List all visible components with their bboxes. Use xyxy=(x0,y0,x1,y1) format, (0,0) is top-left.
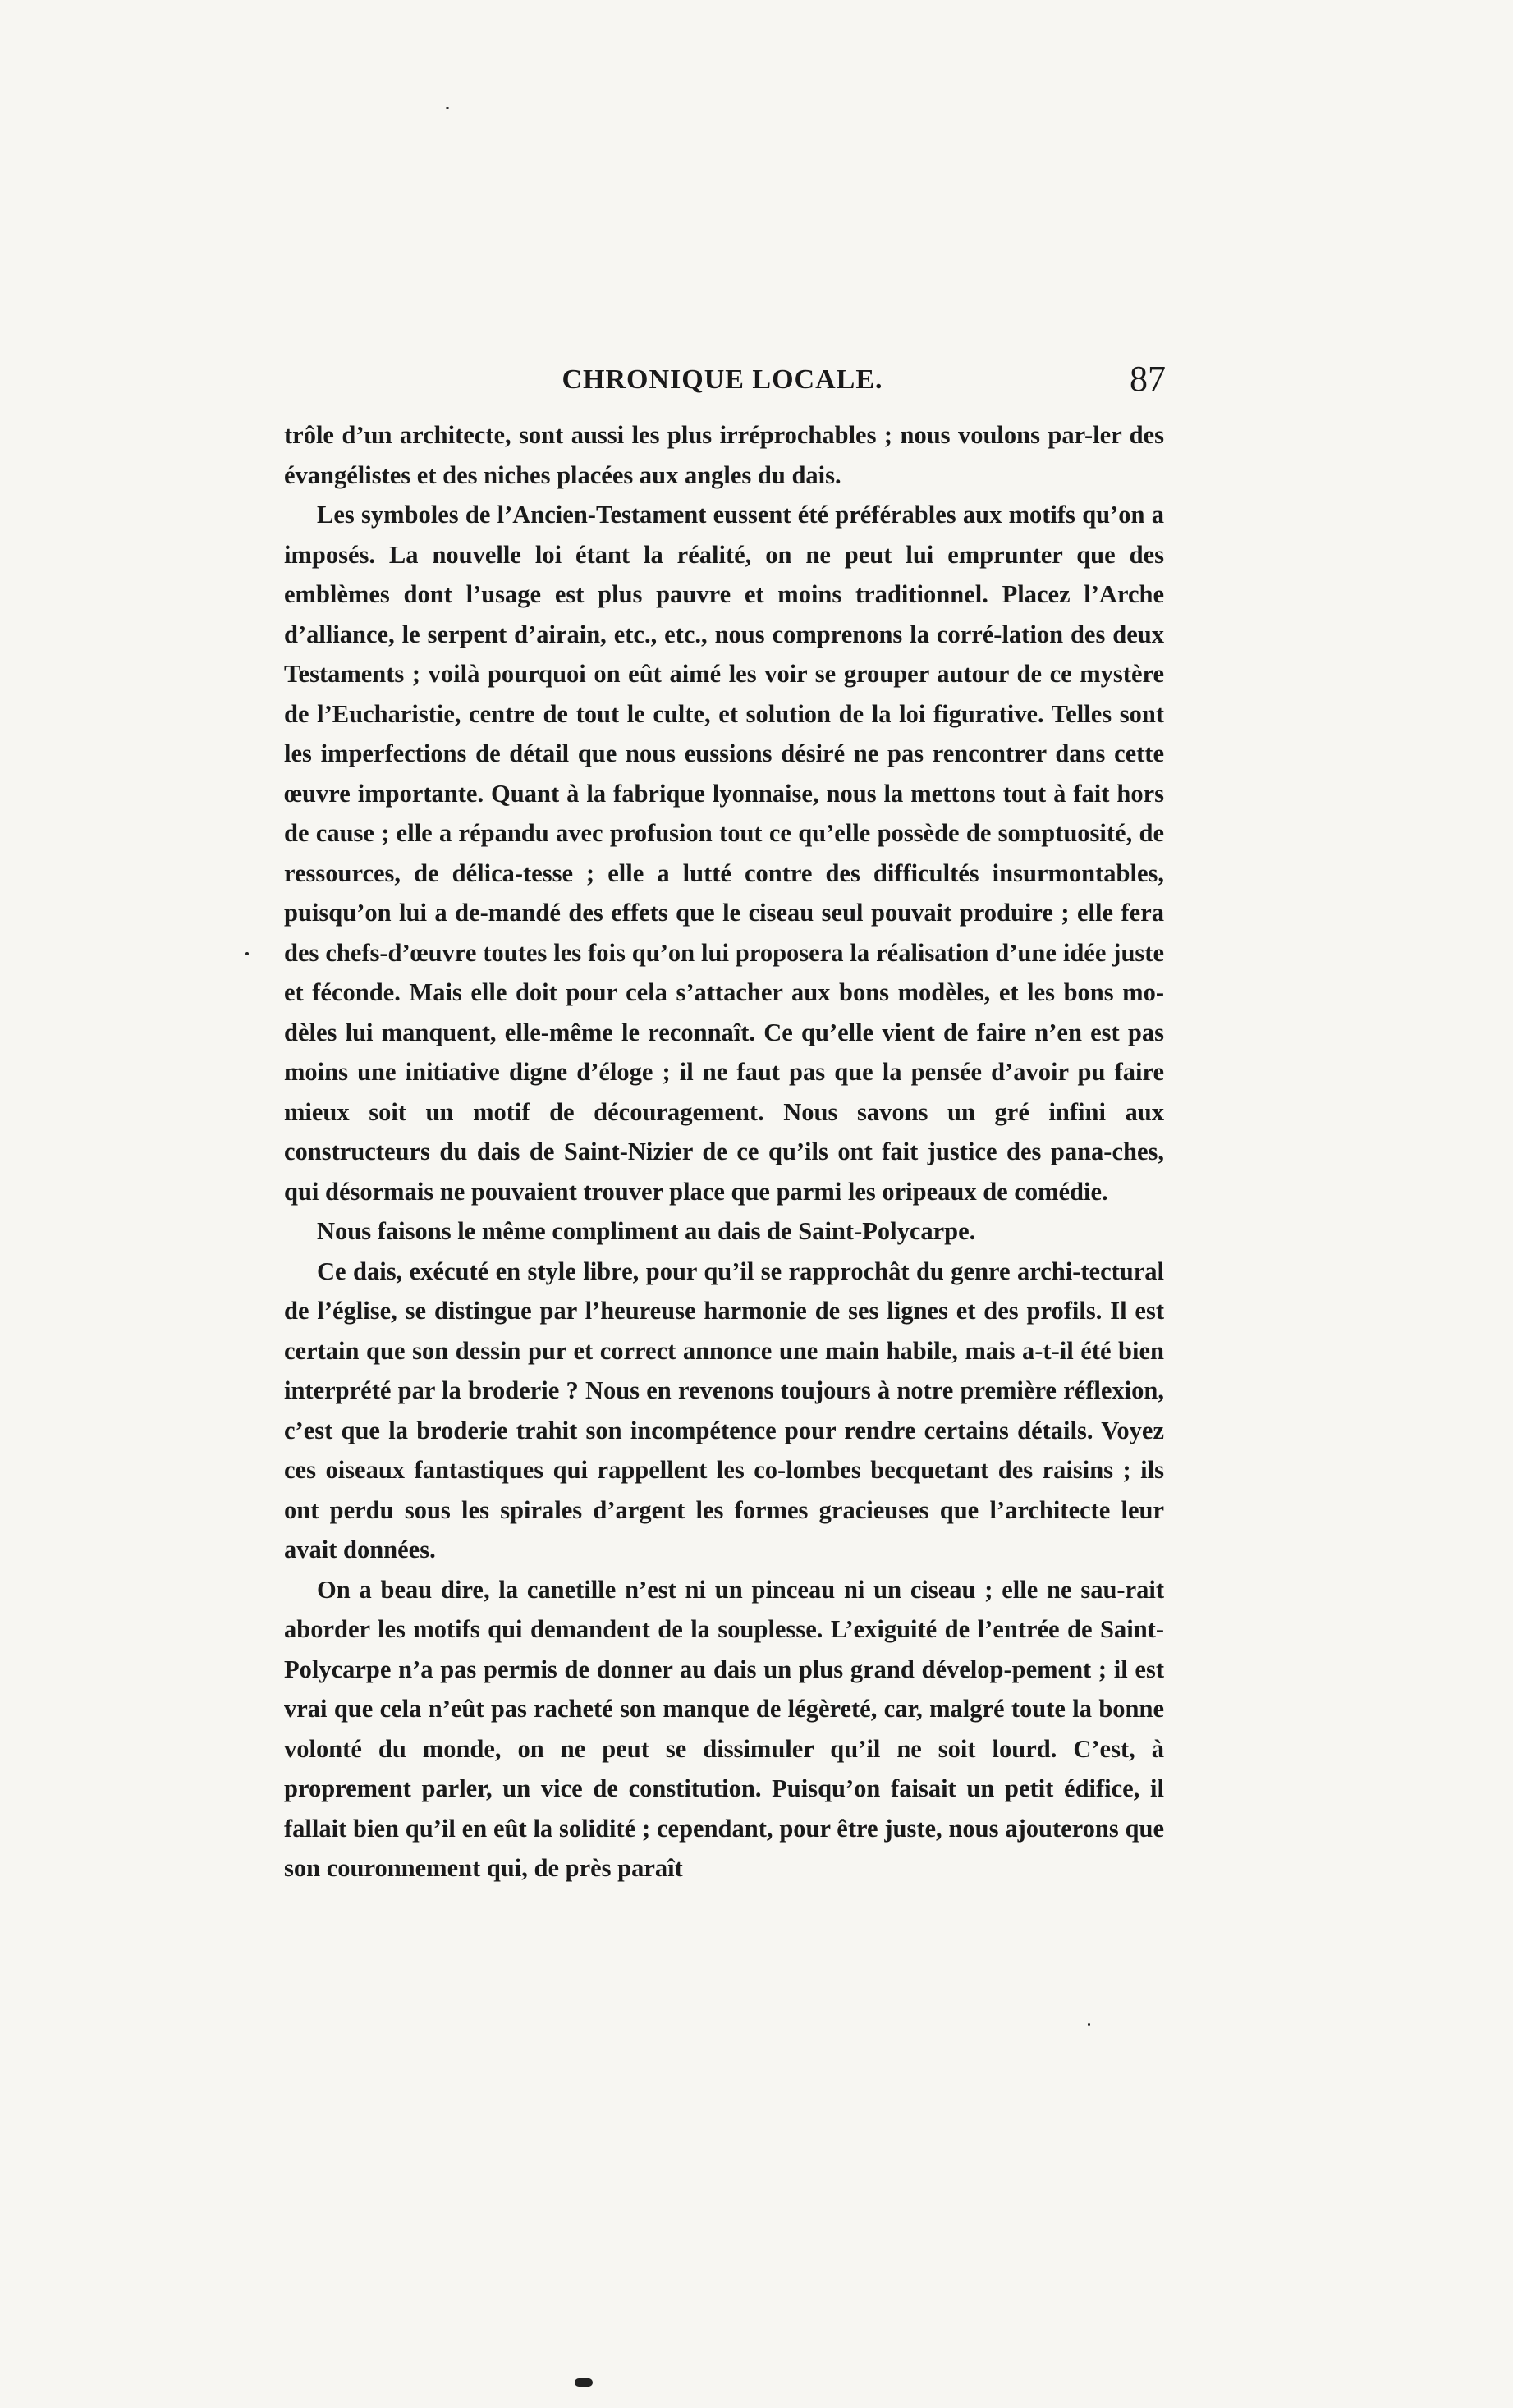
paragraph: On a beau dire, la canetille n’est ni un pinceau ni un ciseau ; elle ne sau-rait aborder les motifs qui demandent de la souplesse. L’exiguité de l’entrée de Saint-Polycarpe n’a pas permis de donner au dais un plus grand dévelop-pement ; il est vrai que cela n’eût pas racheté son manque de légèreté, car, malgré toute la bonne volonté du monde, on ne peut se dissimuler qu’il ne soit lourd. C’est, à proprement parler, un vice de constitution. Puisqu’on faisait un petit édifice, il fallait bien qu’il en eût la solidité ; cependant, pour être juste, nous ajouterons que son couronnement qui, de près paraît xyxy=(284,1575,1164,1882)
paragraph: Ce dais, exécuté en style libre, pour qu’il se rapprochât du genre archi-tectural de l’église, se distingue par l’heureuse harmonie de ses lignes et des profils. Il est certain que son dessin pur et correct annonce une main habile, mais a-t-il été bien interprété par la broderie ? Nous en revenons toujours à notre première réflexion, c’est que la broderie trahit son incompétence pour rendre certains détails. Voyez ces oiseaux fantastiques qui rappellent les co-lombes becquetant des raisins ; ils ont perdu sous les spirales d’argent les formes gracieuses que l’architecte leur avait données. xyxy=(284,1257,1164,1563)
body-text xyxy=(284,415,1164,1888)
ink-speck xyxy=(1088,2023,1090,2026)
paragraph: Les symboles de l’Ancien-Testament eussent été préférables aux motifs qu’on a imposés. La nouvelle loi étant la réalité, on ne peut lui emprunter que des emblèmes dont l’usage est plus pauvre et moins traditionnel. Placez l’Arche d’alliance, le serpent d’airain, etc., etc., nous comprenons la corré-lation des deux Testaments ; voilà pourquoi on eût aimé les voir se grouper autour de ce mystère de l’Eucharistie, centre de tout le culte, et solution de la loi figurative. Telles sont les imperfections de détail que nous eussions désiré ne pas rencontrer dans cette œuvre importante. Quant à la fabrique lyonnaise, nous la mettons tout à fait hors de cause ; elle a répandu avec profusion tout ce qu’elle possède de somptuosité, de ressources, de délica-tesse ; elle a lutté contre des difficultés insurmontables, puisqu’on lui a de-mandé des effets que le ciseau seul pouvait produire ; elle fera des chefs-d’œuvre toutes les fois qu’on lui proposera la réalisation d’une idée juste et féconde. Mais elle doit pour cela s’attacher aux bons modèles, et les bons mo-dèles lui manquent, elle-même le reconnaît. Ce qu’elle vient de faire n’en est pas moins une initiative digne d’éloge ; il ne faut pas que la pensée d’avoir pu faire mieux soit un motif de découragement. Nous savons un gré infini aux constructeurs du dais de Saint-Nizier de ce qu’ils ont fait justice des pana-ches, qui désormais ne pouvaient trouver place que parmi les oripeaux de comédie. xyxy=(284,501,1164,1206)
ink-speck xyxy=(446,107,449,109)
ink-speck xyxy=(245,952,249,955)
running-head: CHRONIQUE LOCALE. xyxy=(562,364,883,395)
paragraph: Nous faisons le même compliment au dais de Saint-Polycarpe. xyxy=(317,1217,976,1245)
page-number: 87 xyxy=(1130,359,1166,399)
ink-speck xyxy=(575,2378,593,2387)
paragraph: trôle d’un architecte, sont aussi les plus irréprochables ; nous voulons par-ler des évangélistes et des niches placées aux angles du dais. xyxy=(284,421,1164,489)
page-header xyxy=(279,358,1166,407)
